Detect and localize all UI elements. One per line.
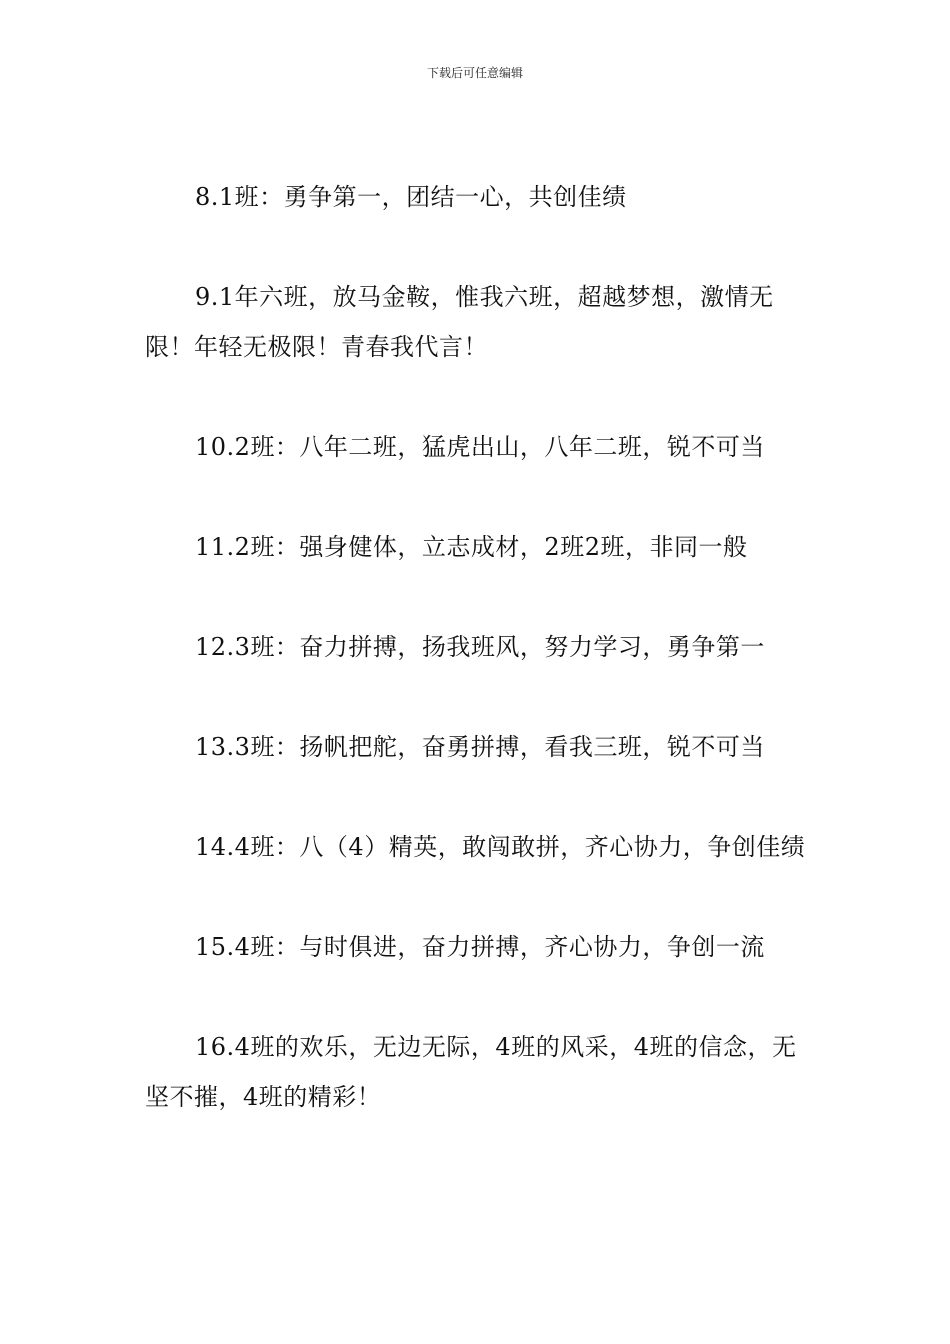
slogan-paragraph-15: 15.4班：与时俱进，奋力拼搏，齐心协力，争创一流 xyxy=(195,933,765,961)
slogan-paragraph-14: 14.4班：八（4）精英，敢闯敢拼，齐心协力，争创佳绩 xyxy=(195,833,806,861)
slogan-paragraph-9: 9.1年六班，放马金鞍，惟我六班，超越梦想，激情无限！年轻无极限！青春我代言！ xyxy=(145,283,774,361)
document-body xyxy=(145,172,810,1172)
slogan-paragraph-16: 16.4班的欢乐，无边无际，4班的风采，4班的信念，无坚不摧，4班的精彩！ xyxy=(145,1033,797,1111)
slogan-paragraph-13: 13.3班：扬帆把舵，奋勇拼搏，看我三班，锐不可当 xyxy=(195,733,765,761)
slogan-paragraph-11: 11.2班：强身健体，立志成材，2班2班，非同一般 xyxy=(195,533,748,561)
slogan-paragraph-8: 8.1班：勇争第一，团结一心，共创佳绩 xyxy=(195,183,627,211)
slogan-paragraph-10: 10.2班：八年二班，猛虎出山，八年二班，锐不可当 xyxy=(195,433,765,461)
slogan-paragraph-12: 12.3班：奋力拼搏，扬我班风，努力学习，勇争第一 xyxy=(195,633,765,661)
page-header: 下载后可任意编辑 xyxy=(426,66,523,80)
